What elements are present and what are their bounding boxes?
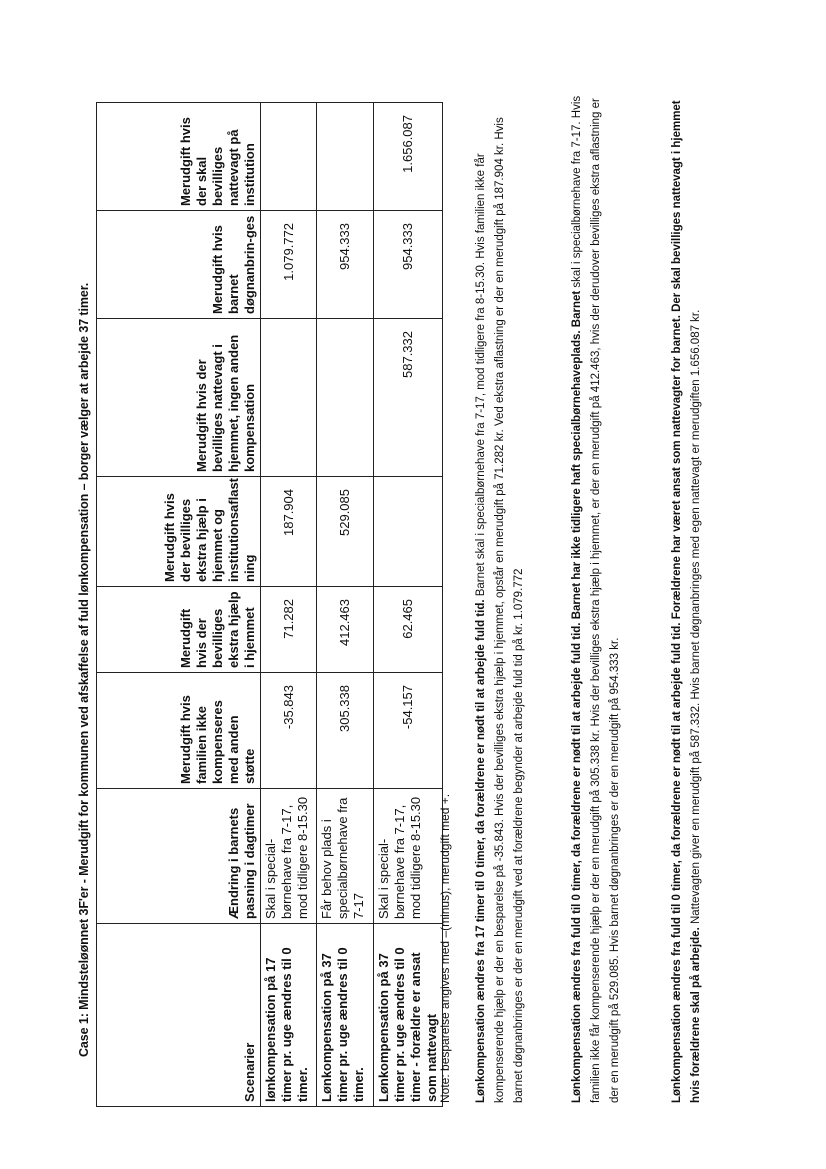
value-cell: 529.085 [317, 477, 374, 587]
change-cell: Skal i special-børnehave fra 7-17, mod tidligere 8-15.30 [261, 789, 317, 924]
page-title: Case 1: Mindsteløønnet 3F'er - Merudgift for kommunen ved afskaffelse af fuld lønkompensation – borger vælger at arbejde 37 timer. [77, 282, 91, 1057]
scenario-table [96, 102, 443, 1107]
scenario-cell: lønkompensation på 17 timer pr. uge ændres til 0 timer. [261, 924, 317, 1107]
value-cell: 62.465 [374, 587, 443, 673]
paragraph [472, 93, 529, 1103]
value-cell [261, 103, 317, 211]
header-cell: Merudgift hvis der bevilliges ekstra hjælp i hjemmet og institutionsaflast ning [97, 477, 261, 587]
header-cell: Merudgift hvis der bevilliges ekstra hjælp i hjemmet [97, 587, 261, 673]
table-row [374, 103, 443, 1107]
table-header-row [97, 103, 261, 1107]
header-cell: Scenarier [97, 924, 261, 1107]
paragraph-body: skal i specialbørnehave fra 7-17. Hvis familien ikke får kompenserende hjælp er der en merudgift på 305.338 kr. Hvis der bevilliges ekstra hjælp i hjemmet, er der en merudgift på 412.463, hvis der derudover bevilliges ekstra aflastning er der en merudgift på 529.085. Hvis barnet døgnanbringes er der en merudgift på 954.333 kr. [571, 95, 621, 1103]
value-cell: 305.338 [317, 673, 374, 789]
paragraph-lead: Lønkompensation ændres fra fuld til 0 timer, da forældrene er nødt til at arbejde fuld tid. Forældrene har været ansat som nattevagter for barnet. Der skal bevilliges nattevagt i hjemmet hvis forældrene skal på arbejde. [671, 100, 702, 1103]
value-cell: 187.904 [261, 477, 317, 587]
table-row [261, 103, 317, 1107]
value-cell: 412.463 [317, 587, 374, 673]
value-cell: 1.079.772 [261, 211, 317, 319]
value-cell: 1.656.087 [374, 103, 443, 211]
value-cell: -35.843 [261, 673, 317, 789]
table-row [317, 103, 374, 1107]
header-cell: Merudgift hvis familien ikke kompenseres med anden støtte [97, 673, 261, 789]
paragraph [668, 93, 706, 1103]
value-cell [317, 103, 374, 211]
header-cell: Merudgift hvis der bevilliges nattevagt i hjemmet, ingen anden kompensation [97, 319, 261, 477]
paragraph [568, 93, 625, 1103]
value-cell [261, 319, 317, 477]
value-cell [374, 477, 443, 587]
value-cell: 71.282 [261, 587, 317, 673]
value-cell: -54.157 [374, 673, 443, 789]
header-cell: Merudgift hvis barnet døgnanbrin-ges [97, 211, 261, 319]
paragraph-lead: Lønkompensation ændres fra fuld til 0 timer, da forældrene er nødt til at arbejde fuld tid. Barnet har ikke tidligere haft specialbørnehaveplads. Barnet [571, 290, 583, 1103]
scenario-cell: Lønkompensation på 37 timer pr. uge ændres til 0 timer. [317, 924, 374, 1107]
scenario-cell: Lønkompensation på 37 timer pr. uge ændres til 0 timer - forældre er ansat som nattevagt [374, 924, 443, 1107]
value-cell: 587.332 [374, 319, 443, 477]
table-note: Note: besparelse angives med –(minus), merudgift med +. [438, 793, 452, 1103]
value-cell [317, 319, 374, 477]
value-cell: 954.333 [374, 211, 443, 319]
change-cell: Skal i special-børnehave fra 7-17, mod tidligere 8-15.30 [374, 789, 443, 924]
paragraph-lead: Lønkompensation ændres fra 17 timer til 0 timer, da forældrene er nødt til at arbejde fuld tid. [475, 599, 487, 1103]
paragraph-body: Nattevagten giver en merudgift på 587.332. Hvis barnet døgnanbringes med egen nattevagt er merudgiften 1.656.087 kr. [690, 309, 702, 928]
value-cell: 954.333 [317, 211, 374, 319]
header-cell: Merudgift hvis der skal bevilliges nattevagt på institution [97, 103, 261, 211]
change-cell: Får behov plads i specialbørnehave fra 7-17 [317, 789, 374, 924]
paragraph-body: Barnet skal i specialbørnehave fra 7-17, mod tidligere fra 8-15.30. Hvis familien ikke får kompenserende hjælp er der en besparelse på -35.843. Hvis der bevilliges ekstra hjælp i hjemmet, opstår en merudgift på 71.282 kr. Ved ekstra aflastning er der en merudgift på 187.904 kr. Hvis barnet døgnanbringes er der en merudgift ved at forældrene begynder at arbejde fuld tid på kr. 1.079.772 [475, 117, 525, 1103]
header-cell: Ændring i barnets pasning i dagtimer [97, 789, 261, 924]
